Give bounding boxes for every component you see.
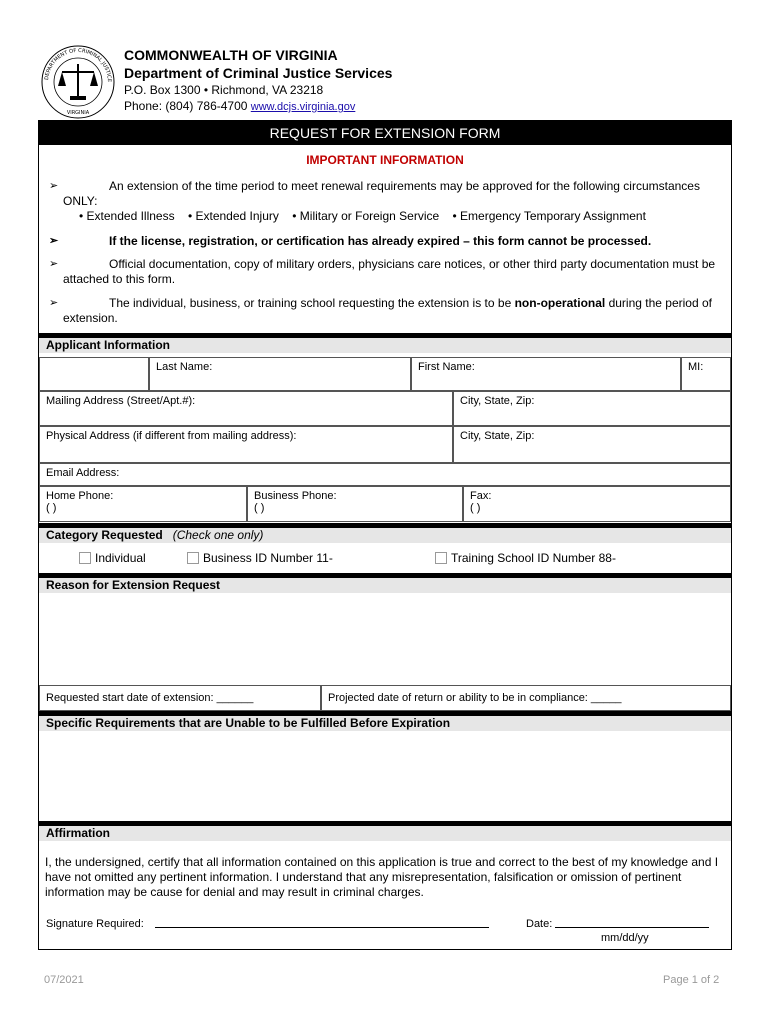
individual-option[interactable]: Individual (79, 551, 146, 565)
first-name-field[interactable]: First Name: (411, 357, 681, 391)
checkbox[interactable] (79, 552, 91, 564)
commonwealth-heading: COMMONWEALTH OF VIRGINIA (124, 47, 338, 63)
arrow-bullet-icon: ➢ (49, 235, 59, 247)
page-number: Page 1 of 2 (663, 974, 720, 986)
last-name-field[interactable]: Last Name: (149, 357, 411, 391)
checkbox[interactable] (187, 552, 199, 564)
important-heading: IMPORTANT INFORMATION (306, 153, 464, 167)
svg-text:VIRGINIA: VIRGINIA (66, 110, 90, 116)
signature-line[interactable] (155, 927, 489, 928)
date-label: Date: (526, 918, 553, 930)
info-bullet-2: ➢ If the license, registration, or certification has already expired – this form cannot be processed. (49, 234, 652, 248)
middle-initial-field[interactable]: MI: (681, 357, 731, 391)
fax-field[interactable]: Fax: ( ) (463, 486, 731, 522)
phone-number: Phone: (804) 786-4700 (124, 99, 248, 113)
business-option[interactable]: Business ID Number 11- (187, 551, 333, 565)
mailing-city-field[interactable]: City, State, Zip: (453, 391, 731, 426)
info-bullet-4: ➢ The individual, business, or training school requesting the extension is to be non-operational during the period of extension. (49, 296, 712, 325)
signature-label: Signature Required: (46, 918, 144, 930)
date-format-hint: mm/dd/yy (601, 932, 649, 944)
revision-date: 07/2021 (44, 974, 84, 986)
form-title: REQUEST FOR EXTENSION FORM (39, 121, 731, 145)
list-item: • Emergency Temporary Assignment (452, 209, 646, 223)
affirmation-text: I, the undersigned, certify that all information contained on this application is true and correct to the best of my knowledge and I have not omitted any pertinent information. I understand that any misrepresentation, falsification or omission of pertinent information may be cause for denial and may result in criminal charges. (45, 855, 719, 899)
blank-cell (39, 357, 149, 391)
start-date-field[interactable]: Requested start date of extension: ______ (39, 685, 321, 711)
extension-form (38, 120, 732, 950)
date-line[interactable] (555, 927, 709, 928)
svg-text:DEPARTMENT OF CRIMINAL JUSTICE: DEPARTMENT OF CRIMINAL JUSTICE (44, 47, 113, 83)
applicant-info-heading: Applicant Information (39, 333, 731, 353)
info-bullet-1: ➢ An extension of the time period to meet renewal requirements may be approved for the following circumstances ONLY: (49, 179, 700, 208)
reason-textarea[interactable] (39, 597, 731, 685)
home-phone-field[interactable]: Home Phone: ( ) (39, 486, 247, 522)
checkbox[interactable] (435, 552, 447, 564)
list-item: • Extended Injury (187, 209, 279, 223)
agency-seal-icon (38, 42, 118, 122)
department-name: Department of Criminal Justice Services (124, 65, 393, 81)
specific-requirements-textarea[interactable] (39, 735, 731, 819)
training-school-option[interactable]: Training School ID Number 88- (435, 551, 616, 565)
return-date-field[interactable]: Projected date of return or ability to be in compliance: _____ (321, 685, 731, 711)
physical-address-field[interactable]: Physical Address (if different from mailing address): (39, 426, 453, 463)
website-link[interactable]: www.dcjs.virginia.gov (250, 101, 356, 113)
reason-heading: Reason for Extension Request (39, 573, 731, 593)
arrow-bullet-icon: ➢ (49, 258, 59, 270)
list-item: • Extended Illness (79, 209, 175, 223)
physical-city-field[interactable]: City, State, Zip: (453, 426, 731, 463)
mailing-address: P.O. Box 1300 • Richmond, VA 23218 (124, 83, 324, 97)
specific-requirements-heading: Specific Requirements that are Unable to be Fulfilled Before Expiration (39, 711, 731, 731)
circumstances-list (79, 209, 729, 223)
affirmation-heading: Affirmation (39, 821, 731, 841)
arrow-bullet-icon: ➢ (49, 297, 59, 309)
mailing-address-field[interactable]: Mailing Address (Street/Apt.#): (39, 391, 453, 426)
info-bullet-3: ➢ Official documentation, copy of military orders, physicians care notices, or other third party documentation must be attached to this form. (49, 257, 716, 286)
business-phone-field[interactable]: Business Phone: ( ) (247, 486, 463, 522)
email-field[interactable]: Email Address: (39, 463, 731, 486)
list-item: • Military or Foreign Service (292, 209, 440, 223)
letterhead (38, 38, 738, 118)
category-heading: Category Requested (Check one only) (39, 523, 731, 543)
arrow-bullet-icon: ➢ (49, 180, 59, 192)
